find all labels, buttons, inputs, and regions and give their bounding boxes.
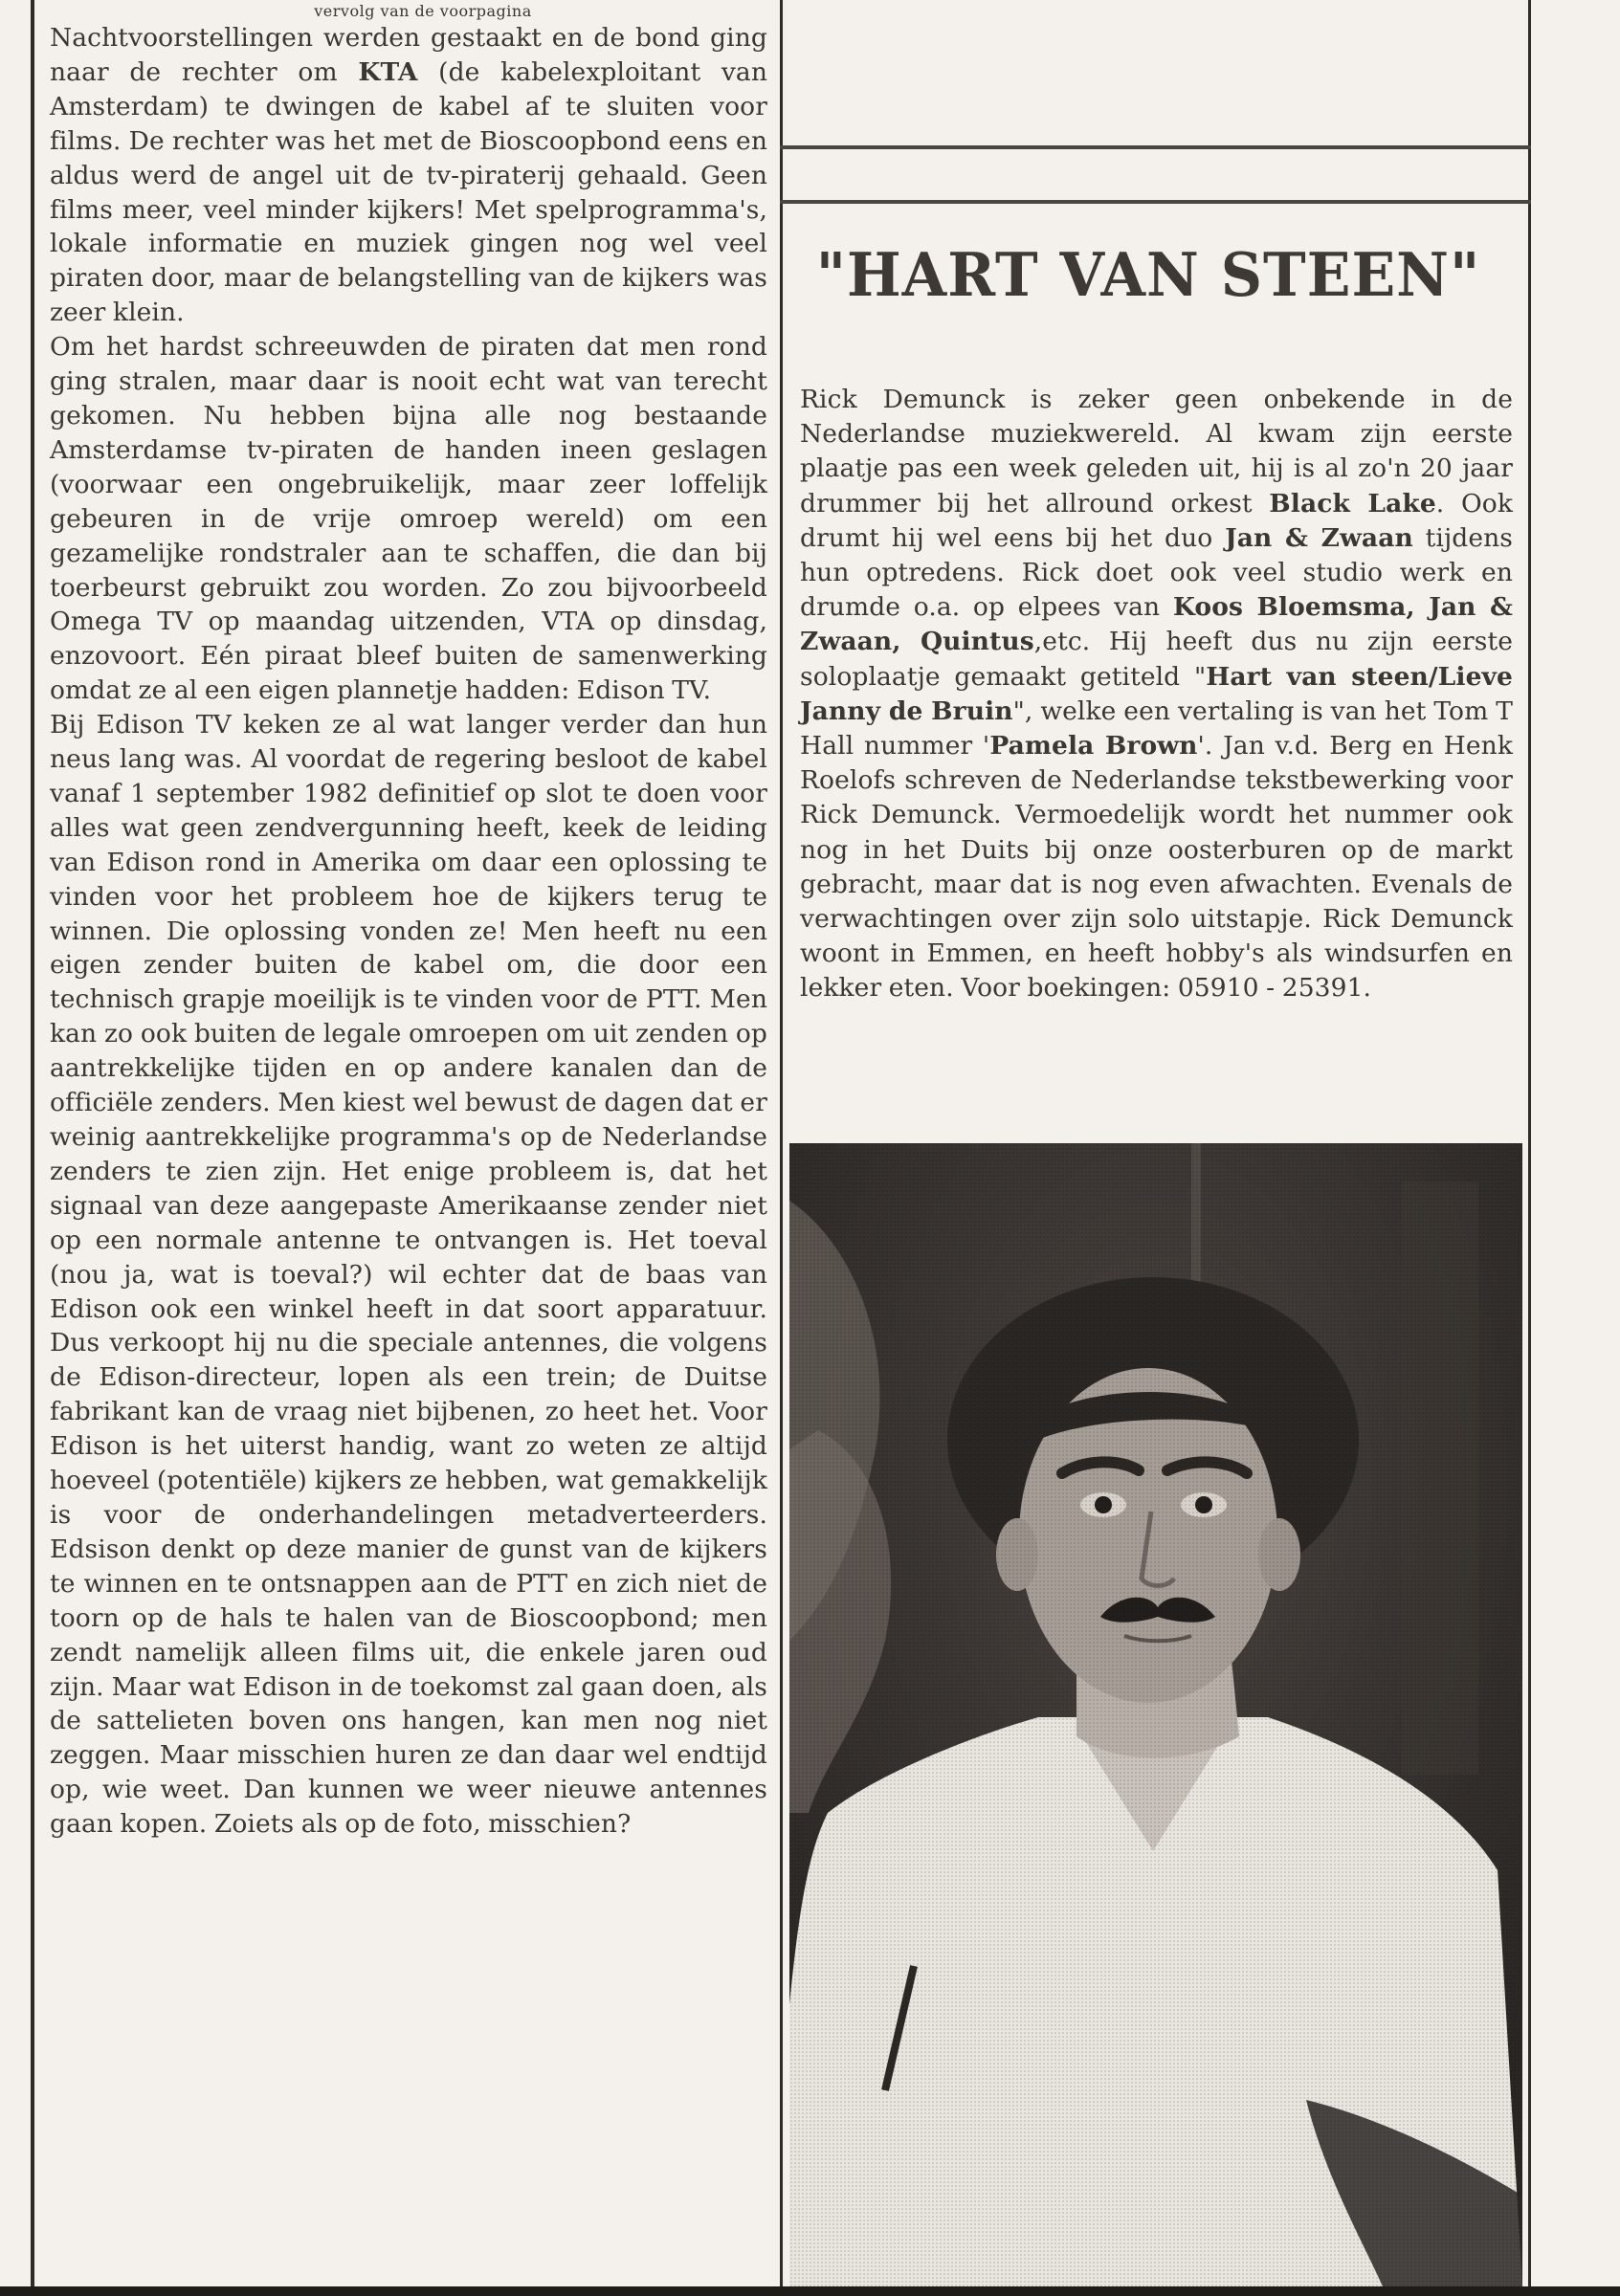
- text-run: ,etc. Hij heeft dus nu zijn eerste soloplaatje gemaakt getiteld ": [800, 627, 1514, 692]
- column-divider: [780, 0, 783, 2288]
- bold-text-run: Black Lake: [1269, 488, 1436, 519]
- left-column-border: [31, 0, 34, 2288]
- bold-text-run: Hart van steen/Lieve Janny de Bruin: [800, 661, 1513, 726]
- left-article-body: [50, 21, 767, 1842]
- right-article-body: [800, 383, 1513, 1006]
- article-paragraph: [50, 708, 767, 1842]
- portrait-photo: [789, 1143, 1522, 2286]
- text-run: (de kabelexploitant van Amsterdam) te dwingen de kabel af te sluiten voor films. De rechter was het met de Bioscoopbond eens en aldus werd de angel uit de tv-piraterij gehaald. Geen films meer, veel minder kijkers! Met spelprogramma's, lokale informatie en muziek gingen nog wel veel piraten door, maar de belangstelling van de kijkers was zeer klein.: [50, 56, 767, 328]
- photo-halftone-overlay: [789, 1143, 1522, 2286]
- bold-text-run: Koos Bloemsma, Jan & Zwaan, Quintus: [800, 592, 1513, 657]
- bold-text-run: Jan & Zwaan: [1225, 522, 1413, 553]
- page-bottom-edge: [0, 2286, 1620, 2296]
- continued-from-front-page-caption: vervolg van de voorpagina: [314, 2, 532, 20]
- portrait-photo-illustration: [789, 1143, 1522, 2286]
- bold-text-run: KTA: [358, 56, 418, 87]
- left-article: [50, 0, 767, 1842]
- article-paragraph: [800, 383, 1513, 1006]
- text-run: Om het hardst schreeuwden de piraten dat men rond ging stralen, maar daar is nooit echt wat van terecht gekomen. Nu hebben bijna alle nog bestaande Amsterdamse tv-piraten de handen ineen geslagen (voorwaar een ongebruikelijk, maar zeer loffelijk gebeuren in de vrije omroep wereld) om een gezamelijke rondstraler aan te schaffen, die dan bij toerbeurst gebruikt zou worden. Zo zou bijvoorbeeld Omega TV op maandag uitzenden, VTA op dinsdag, enzovoort. Eén piraat bleef buiten de samenwerking omdat ze al een eigen plannetje hadden: Edison TV.: [50, 332, 767, 706]
- article-paragraph: [50, 21, 767, 330]
- text-run: . Ook drumt hij wel eens bij het duo: [800, 488, 1513, 553]
- text-run: Rick Demunck is zeker geen onbekende in de Nederlandse muziekwereld. Al kwam zijn eerste plaatje pas een week geleden uit, hij is al zo'n 20 jaar drummer bij het allround orkest: [800, 385, 1513, 519]
- right-column-rule-second: [780, 200, 1531, 204]
- article-paragraph: [50, 330, 767, 708]
- text-run: Nachtvoorstellingen werden gestaakt en de bond ging naar de rechter om: [50, 23, 767, 87]
- text-run: Bij Edison TV keken ze al wat langer verder dan hun neus lang was. Al voordat de regering besloot de kabel vanaf 1 september 1982 definitief op slot te doen voor alles wat geen zendvergunning heeft, keek de leiding van Edison rond in Amerika om daar een oplossing te vinden voor het probleem hoe de kijkers terug te winnen. Die oplossing vonden ze! Men heeft nu een eigen zender buiten de kabel om, die door een technisch grapje moeilijk is te vinden voor de PTT. Men kan zo ook buiten de legale omroepen om uit zenden op aantrekkelijke tijden en op andere kanalen dan de officiële zenders. Men kiest wel bewust de dagen dat er weinig aantrekkelijke programma's op de Nederlandse zenders te zien zijn. Het enige probleem is, dat het signaal van deze aangepaste Amerikaanse zender niet op een normale antenne te ontvangen is. Het toeval (nou ja, wat is toeval?) wil echter dat de baas van Edison ook een winkel heeft in dat soort apparatuur. Dus verkoopt hij nu die speciale antennes, die volgens de Edison-directeur, lopen als een trein; de Duitse fabrikant kan de vraag niet bijbenen, zo heet het. Voor Edison is het uiterst handig, want zo weten ze altijd hoeveel (potentiële) kijkers ze hebben, wat gemakkelijk is voor de onderhandelingen metadverteerders. Edsison denkt op deze manier de gunst van de kijkers te winnen en te ontsnappen aan de PTT en zich niet de toorn op de hals te halen van de Bioscoopbond; men zendt namelijk alleen films uit, die enkele jaren oud zijn. Maar wat Edison in de toekomst zal gaan doen, als de sattelieten boven ons hangen, kan men nog niet zeggen. Maar misschien huren ze dan daar wel endtijd op, wie weet. Dan kunnen we weer nieuwe antennes gaan kopen. Zoiets als op de foto, misschien?: [50, 710, 767, 1840]
- article-headline: "HART VAN STEEN": [815, 240, 1481, 311]
- bold-text-run: Pamela Brown: [989, 731, 1198, 762]
- text-run: ", welke een vertaling is van het Tom T Hall nummer ': [800, 695, 1513, 762]
- right-column-border: [1528, 0, 1531, 2288]
- text-run: tijdens hun optredens. Rick doet ook veel studio werk en drumde o.a. op elpees van: [800, 522, 1514, 623]
- right-article: [800, 383, 1513, 1006]
- right-column-rule-top: [780, 145, 1531, 149]
- text-run: '. Jan v.d. Berg en Henk Roelofs schreven de Nederlandse tekstbewerking voor Rick Demunck. Vermoedelijk wordt het nummer ook nog in het Duits bij onze oosterburen op de markt gebracht, maar dat is nog even afwachten. Evenals de verwachtingen over zijn solo uitstapje. Rick Demunck woont in Emmen, en heeft hobby's als windsurfen en lekker eten. Voor boekingen: 05910 - 25391.: [800, 731, 1513, 1004]
